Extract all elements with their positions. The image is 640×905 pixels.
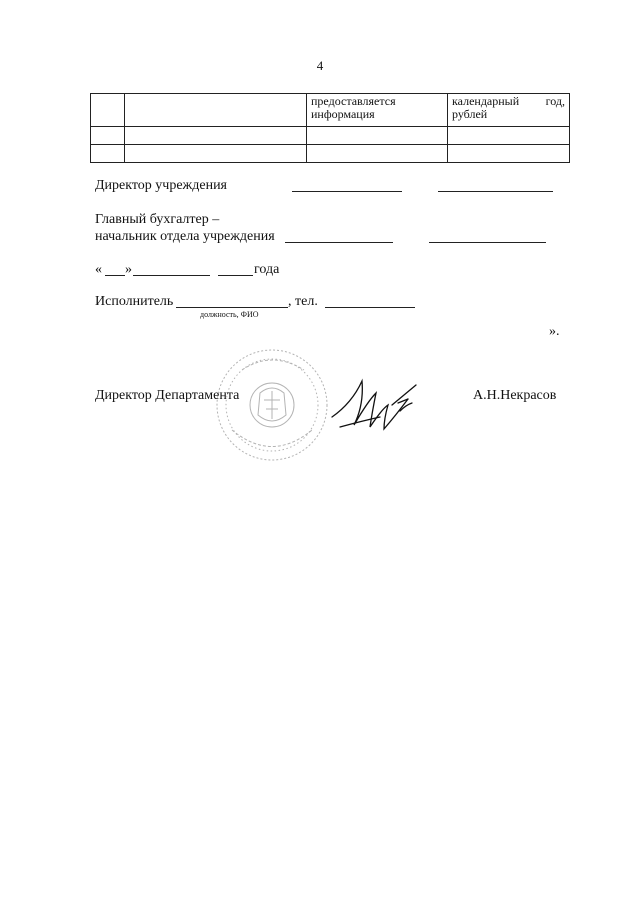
table-row xyxy=(91,94,570,127)
closing-mark: ». xyxy=(549,324,560,339)
signature-line xyxy=(285,242,393,243)
department-director-label: Директор Департамента xyxy=(95,388,240,403)
cell-text: рублей xyxy=(452,107,488,121)
name-line xyxy=(429,242,546,243)
table-cell xyxy=(91,94,125,127)
date-day-line xyxy=(105,275,125,276)
date-month-line xyxy=(133,275,210,276)
date-open-quote: « xyxy=(95,262,102,277)
table-cell xyxy=(448,145,570,163)
name-line xyxy=(438,191,553,192)
official-stamp-icon xyxy=(212,345,437,470)
cell-text: предоставляется xyxy=(311,94,396,108)
director-name: А.Н.Некрасов xyxy=(473,388,557,403)
table-cell xyxy=(125,145,307,163)
cell-text: календарный год, xyxy=(452,94,565,108)
cell-text: информация xyxy=(311,107,375,121)
executor-phone-label: , тел. xyxy=(288,294,318,309)
table-cell xyxy=(307,145,448,163)
executor-line xyxy=(176,307,288,308)
table-cell xyxy=(448,127,570,145)
table-cell xyxy=(91,127,125,145)
signature-line xyxy=(292,191,402,192)
table-row xyxy=(91,145,570,163)
date-close-quote: » xyxy=(125,262,132,277)
table-cell-year xyxy=(448,94,570,127)
page-number: 4 xyxy=(316,58,324,73)
table-cell-info xyxy=(307,94,448,127)
executor-label: Исполнитель xyxy=(95,294,174,309)
chief-accountant-label-2: начальник отдела учреждения xyxy=(95,229,275,244)
date-year-suffix: года xyxy=(254,262,280,277)
date-year-line xyxy=(218,275,253,276)
executor-hint: должность, ФИО xyxy=(200,310,259,319)
phone-line xyxy=(325,307,415,308)
chief-accountant-label-1: Главный бухгалтер – xyxy=(95,212,220,227)
table-cell xyxy=(125,94,307,127)
stamp-and-signature xyxy=(212,345,437,470)
table-cell xyxy=(91,145,125,163)
form-table xyxy=(90,93,570,163)
table-row xyxy=(91,127,570,145)
table-cell xyxy=(125,127,307,145)
institution-director-label: Директор учреждения xyxy=(95,178,227,193)
table-cell xyxy=(307,127,448,145)
